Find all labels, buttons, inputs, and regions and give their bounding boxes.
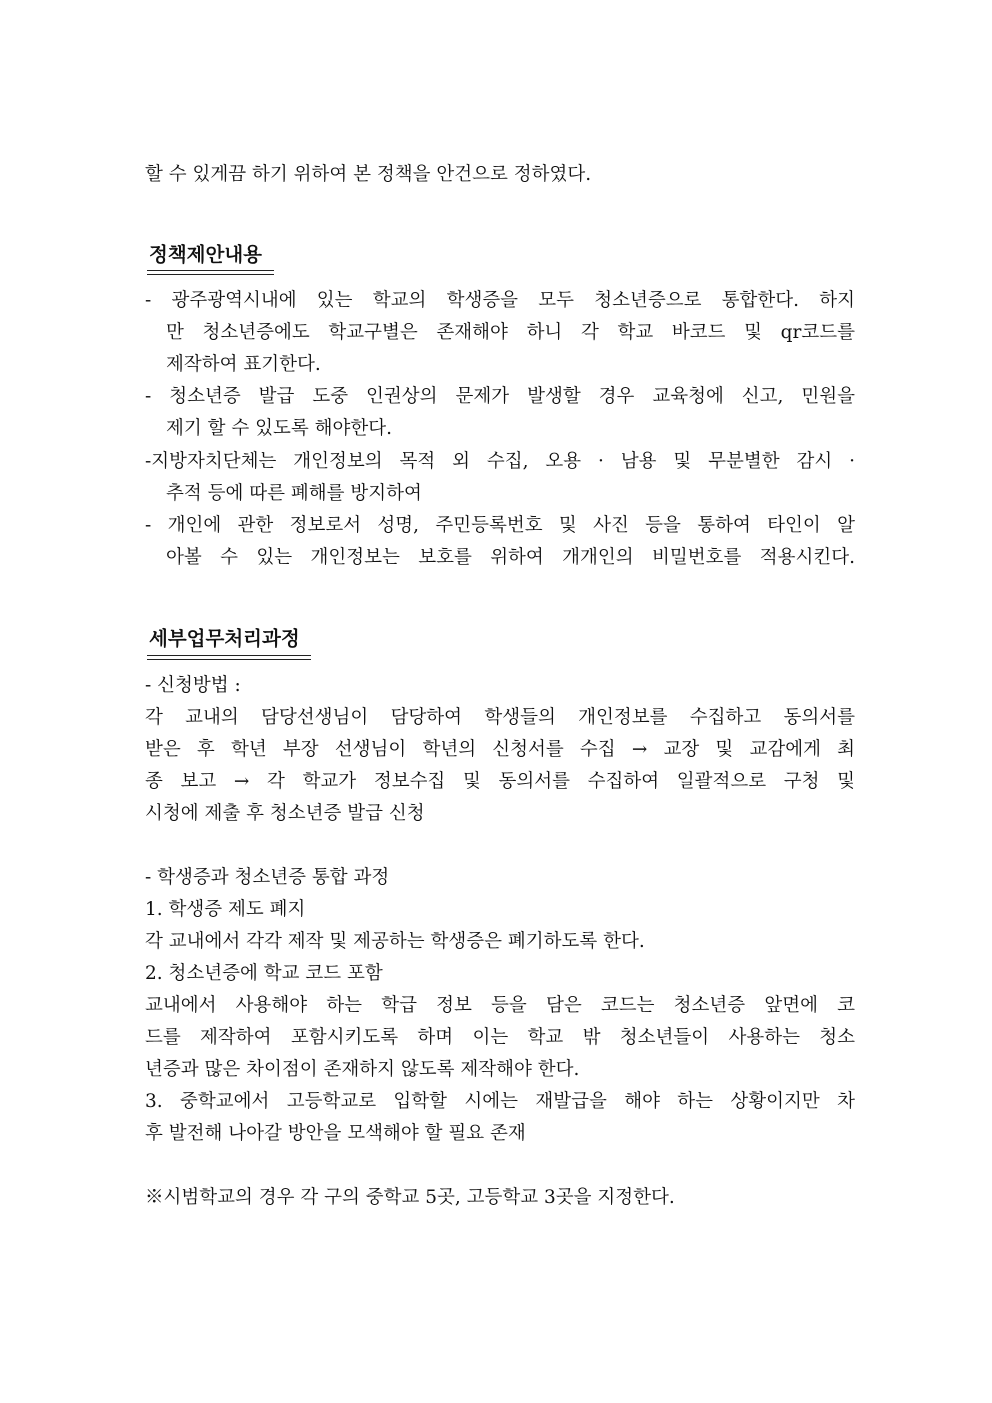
- heading-underline: [147, 655, 311, 660]
- apply-line-1: 각 교내의 담당선생님이 담당하여 학생들의 개인정보를 수집하고 동의서를: [145, 707, 855, 728]
- apply-line-4: 시청에 제출 후 청소년증 발급 신청: [145, 803, 425, 824]
- policy-item-4-line-1: - 개인에 관한 정보로서 성명, 주민등록번호 및 사진 등을 통하여 타인이 알: [145, 515, 855, 536]
- step-1-title: 1. 학생증 제도 폐지: [145, 899, 306, 920]
- policy-item-2-line-2: 제기 할 수 있도록 해야한다.: [166, 418, 392, 439]
- policy-item-4-line-2: 아볼 수 있는 개인정보는 보호를 위하여 개개인의 비밀번호를 적용시킨다.: [166, 547, 855, 568]
- merge-process-label: - 학생증과 청소년증 통합 과정: [145, 867, 390, 888]
- section-heading-process: 세부업무처리과정: [149, 627, 300, 650]
- step-3-line-1: 3. 중학교에서 고등학교로 입학할 시에는 재발급을 해야 하는 상황이지만 차: [145, 1091, 855, 1112]
- section-heading-policy: 정책제안내용: [149, 243, 263, 266]
- apply-line-3: 종 보고 → 각 학교가 정보수집 및 동의서를 수집하여 일괄적으로 구청 및: [145, 771, 855, 792]
- policy-item-3-line-2: 추적 등에 따른 폐해를 방지하여: [166, 483, 422, 504]
- step-1-text: 각 교내에서 각각 제작 및 제공하는 학생증은 폐기하도록 한다.: [145, 931, 645, 952]
- heading-underline: [147, 270, 274, 275]
- intro-line: 할 수 있게끔 하기 위하여 본 정책을 안건으로 정하였다.: [145, 164, 592, 185]
- step-3-line-2: 후 발전해 나아갈 방안을 모색해야 할 필요 존재: [145, 1123, 526, 1144]
- pilot-school-note: ※시범학교의 경우 각 구의 중학교 5곳, 고등학교 3곳을 지정한다.: [145, 1187, 675, 1208]
- step-2-title: 2. 청소년증에 학교 코드 포함: [145, 963, 383, 984]
- apply-method-label: - 신청방법 :: [145, 675, 241, 696]
- apply-line-2: 받은 후 학년 부장 선생님이 학년의 신청서를 수집 → 교장 및 교감에게 최: [145, 739, 855, 760]
- policy-item-1-line-2: 만 청소년증에도 학교구별은 존재해야 하니 각 학교 바코드 및 qr코드를: [166, 322, 855, 343]
- step-2-line-2: 드를 제작하여 포함시키도록 하며 이는 학교 밖 청소년들이 사용하는 청소: [145, 1027, 855, 1048]
- policy-item-2-line-1: - 청소년증 발급 도중 인권상의 문제가 발생할 경우 교육청에 신고, 민원을: [145, 386, 855, 407]
- step-2-line-3: 년증과 많은 차이점이 존재하지 않도록 제작해야 한다.: [145, 1059, 580, 1080]
- step-2-line-1: 교내에서 사용해야 하는 학급 정보 등을 담은 코드는 청소년증 앞면에 코: [145, 995, 855, 1016]
- policy-item-1-line-3: 제작하여 표기한다.: [166, 354, 321, 375]
- policy-item-3-line-1: -지방자치단체는 개인정보의 목적 외 수집, 오용 · 남용 및 무분별한 감시 ·: [145, 451, 855, 472]
- policy-item-1-line-1: - 광주광역시내에 있는 학교의 학생증을 모두 청소년증으로 통합한다. 하지: [145, 290, 855, 311]
